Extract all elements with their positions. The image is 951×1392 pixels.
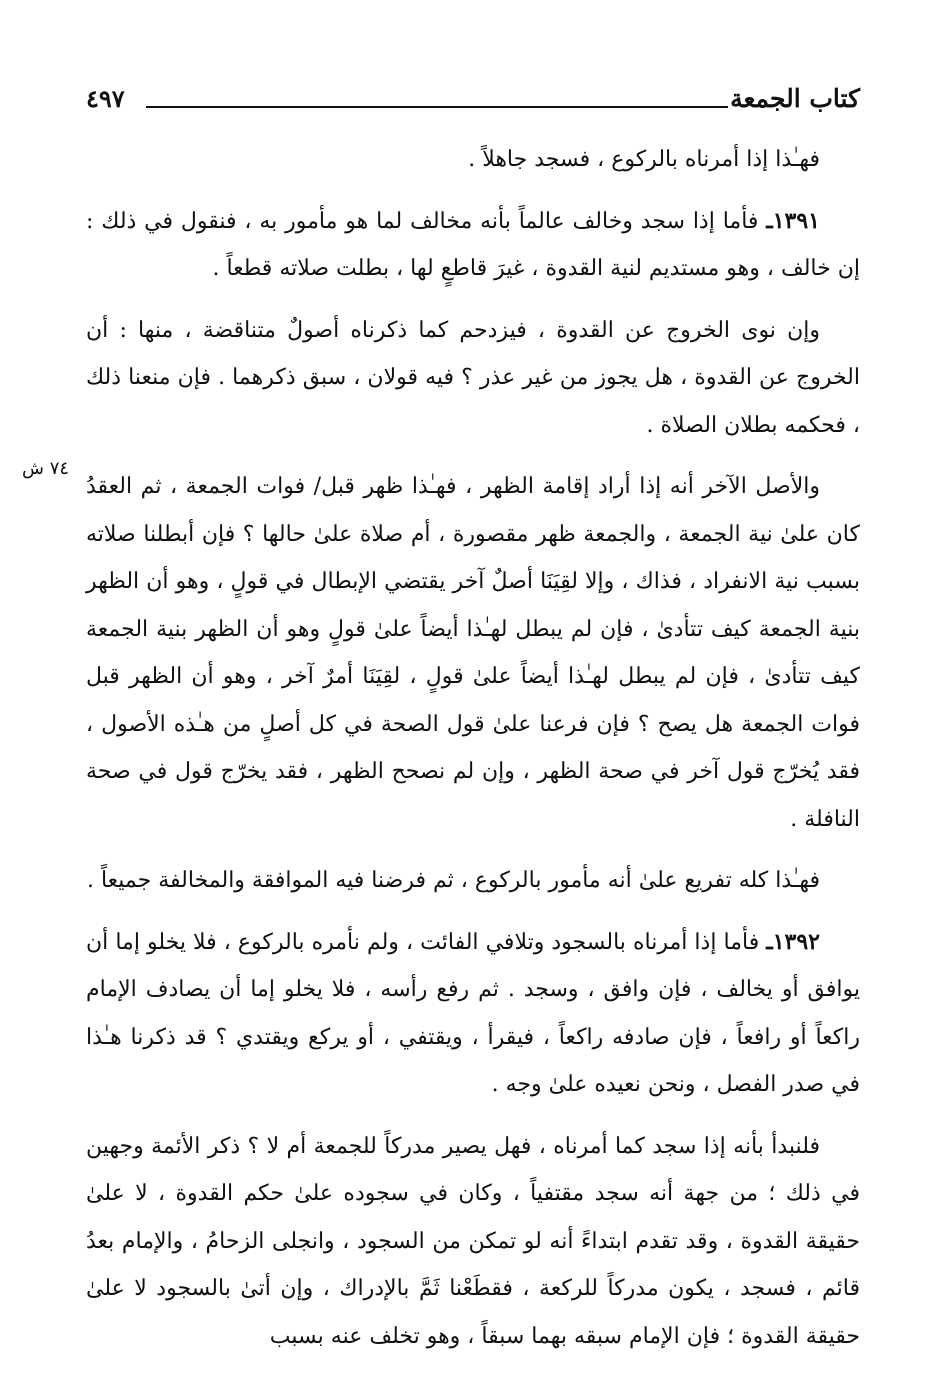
paragraph [86,857,860,905]
paragraph [86,198,860,293]
paragraph-text: والأصل الآخر أنه إذا أراد إقامة الظهر ، فهـٰذا ظهر قبل/ فوات الجمعة ، ثم العقدُ كان علىٰ نية الجمعة ، والجمعة ظهر مقصورة ، أم صلاة علىٰ حالها ؟ فإن أبطلنا صلاته بسبب نية الانفراد ، فذاك ، وإلا لقِيَنَا أصلٌ آخر يقتضي الإبطال في قولٍ ، وهو أن الظهر بنية الجمعة كيف تتأدىٰ ، فإن لم يبطل لهـٰذا أيضاً علىٰ قولٍ وهو أن الظهر بنية الجمعة كيف تتأدىٰ ، فإن لم يبطل لهـٰذا أيضاً علىٰ قولٍ ، لقِيَنَا أمرٌ آخر ، وهو أن الظهر قبل فوات الجمعة هل يصح ؟ فإن فرعنا علىٰ قول الصحة في كل أصلٍ من هـٰذه الأصول ، فقد يُخرّج قول آخر في صحة الظهر ، وإن لم نصحح الظهر ، فقد يخرّج قول في صحة النافلة . [86,474,860,832]
section-number: ١٣٩٢ـ [766,928,820,955]
paragraph [86,463,860,843]
paragraph-text: فأما إذا أمرناه بالسجود وتلافي الفائت ، ولم نأمره بالركوع ، فلا يخلو إما أن يوافق أو يخالف ، فإن وافق ، وسجد . ثم رفع رأسه ، فلا يخلو إما أن يصادف الإمام راكعاً أو رافعاً ، فإن صادفه راكعاً ، فيقرأ ، ويقتفي ، أو يركع ويقتدي ؟ قد ذكرنا هـٰذا في صدر الفصل ، ونحن نعيده علىٰ وجه . [86,929,860,1097]
page-header [86,80,860,120]
paragraph [86,136,860,184]
paragraph-text: فلنبدأ بأنه إذا سجد كما أمرناه ، فهل يصير مدركاً للجمعة أم لا ؟ ذكر الأئمة وجهين في ذلك ؛ من جهة أنه سجد مقتفياً ، وكان في سجوده علىٰ حكم القدوة ، لا علىٰ حقيقة القدوة ، وقد تقدم ابتداءً أنه لو تمكن من السجود ، وانجلى الزحامُ ، والإمام بعدُ قائم ، فسجد ، يكون مدركاً للركعة ، فقطَعْنا ثَمَّ بالإدراك ، وإن أتىٰ بالسجود لا علىٰ حقيقة القدوة ؛ فإن الإمام سبقه بهما سبقاً ، وهو تخلف عنه بسبب [86,1133,860,1349]
paragraph-text: فأما إذا سجد وخالف عالماً بأنه مخالف لما هو مأمور به ، فنقول في ذلك : إن خالف ، وهو مستديم لنية القدوة ، غيرَ قاطعٍ لها ، بطلت صلاته قطعاً . [86,208,860,281]
header-rule [146,106,728,108]
section-number: ١٣٩١ـ [766,207,820,234]
paragraph-text: فهـٰذا إذا أمرناه بالركوع ، فسجد جاهلاً . [468,147,820,172]
running-title: كتاب الجمعة [730,84,860,113]
paragraph-text: وإن نوى الخروج عن القدوة ، فيزدحم كما ذكرناه أصولٌ متناقضة ، منها : أن الخروج عن القدوة ، هل يجوز من غير عذر ؟ فيه قولان ، سبق ذكرهما . فإن منعنا ذلك ، فحكمه بطلان الصلاة . [86,317,860,438]
main-text [86,136,860,1360]
paragraph [86,919,860,1109]
paragraph-text: فهـٰذا كله تفريع علىٰ أنه مأمور بالركوع ، ثم فرضنا فيه الموافقة والمخالفة جميعاً . [86,868,820,893]
paragraph [86,307,860,450]
margin-note: ٧٤ ش [22,458,70,479]
page-number: ٤٩٧ [86,84,125,113]
paragraph [86,1123,860,1361]
